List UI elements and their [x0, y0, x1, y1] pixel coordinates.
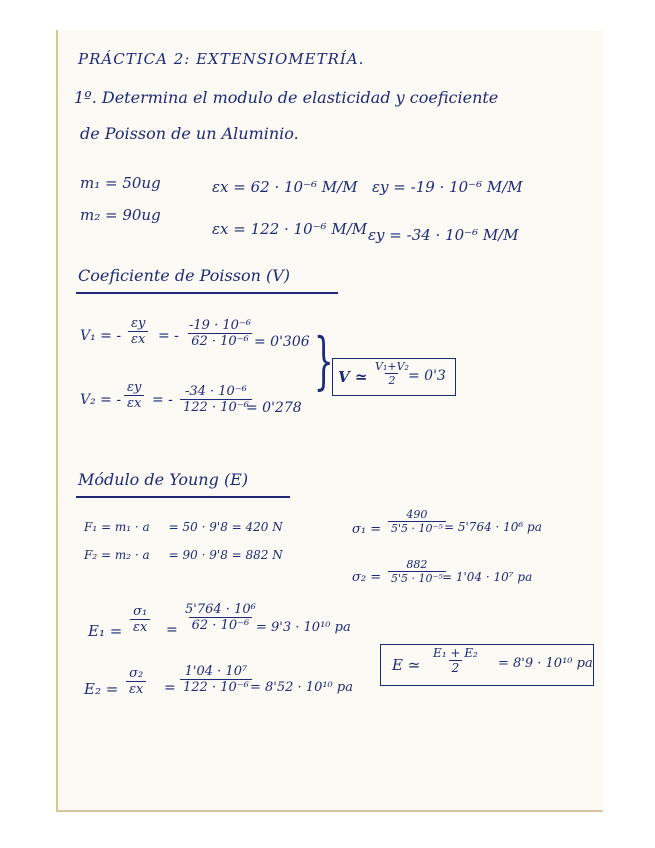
v-avg-fraction: [372, 360, 412, 387]
young-heading: Módulo de Young (E): [78, 470, 249, 489]
v-avg-lhs: V ≃: [338, 368, 368, 386]
e-avg-result: = 8'9 · 10¹⁰ pa: [498, 656, 593, 671]
e1-num: σ₁: [133, 604, 148, 619]
v2-fraction: [124, 380, 144, 411]
mass-1: m₁ = 50ug: [80, 174, 161, 192]
s2-num: 882: [406, 558, 428, 571]
v2-result: = 0'278: [246, 400, 302, 416]
v1-num-2: -19 · 10⁻⁶: [189, 318, 251, 333]
e1-fraction-2: [182, 602, 259, 633]
strain-x-1: εx = 62 · 10⁻⁶ M/M: [212, 178, 358, 196]
v1-lhs: V₁ = -: [80, 328, 122, 344]
force-2: F₂ = m₂ · a = 90 · 9'8 = 882 N: [84, 548, 283, 562]
force-1: F₁ = m₁ · a = 50 · 9'8 = 420 N: [84, 520, 283, 534]
page-title: PRÁCTICA 2: EXTENSIOMETRÍA.: [78, 50, 365, 68]
task-line-1: 1º. Determina el modulo de elasticidad y coeficiente: [74, 88, 499, 107]
v2-fraction-2: [180, 384, 252, 415]
strain-y-1: εy = -19 · 10⁻⁶ M/M: [372, 178, 523, 196]
v-avg-num: V₁+V₂: [375, 360, 409, 373]
e2-result: = 8'52 · 10¹⁰ pa: [250, 680, 353, 695]
v2-num-2: -34 · 10⁻⁶: [184, 384, 247, 399]
e1-lhs: E₁ =: [88, 622, 123, 640]
e2-fraction: [126, 666, 146, 697]
s1-num: 490: [406, 508, 428, 521]
v2-num: εy: [127, 380, 142, 395]
s2-result: = 1'04 · 10⁷ pa: [442, 570, 533, 584]
s1-den: 5'5 · 10⁻⁵: [388, 521, 446, 535]
poisson-heading-underline: [76, 292, 338, 294]
v1-den: εx: [128, 331, 148, 347]
v1-eq: = -: [158, 328, 179, 344]
e1-num-2: 5'764 · 10⁶: [185, 602, 256, 617]
poisson-heading: Coeficiente de Poisson (V): [78, 266, 290, 285]
e-avg-lhs: E ≃: [392, 656, 421, 674]
v2-lhs: V₂ = -: [80, 392, 122, 408]
v1-result: = 0'306: [254, 334, 310, 350]
v-avg-den: 2: [385, 373, 398, 387]
e2-den: εx: [126, 681, 146, 697]
e2-fraction-2: [180, 664, 252, 695]
s1-result: = 5'764 · 10⁶ pa: [444, 520, 542, 534]
e1-fraction: [130, 604, 150, 635]
e2-den-2: 122 · 10⁻⁶: [180, 679, 252, 695]
mass-2: m₂ = 90ug: [80, 206, 161, 224]
s2-fraction: [388, 558, 446, 585]
e2-lhs: E₂ =: [84, 680, 119, 698]
e1-den-2: 62 · 10⁻⁶: [189, 617, 253, 633]
e2-num-2: 1'04 · 10⁷: [184, 664, 248, 679]
s1-lhs: σ₁ =: [352, 522, 382, 537]
e1-eq: =: [166, 622, 178, 638]
s2-lhs: σ₂ =: [352, 570, 382, 585]
v1-den-2: 62 · 10⁻⁶: [188, 333, 252, 349]
e2-num: σ₂: [129, 666, 144, 681]
strain-y-2: εy = -34 · 10⁻⁶ M/M: [368, 226, 519, 244]
v1-fraction: [128, 316, 148, 347]
strain-x-2: εx = 122 · 10⁻⁶ M/M: [212, 220, 368, 238]
s2-den: 5'5 · 10⁻⁵: [388, 571, 446, 585]
v2-den-2: 122 · 10⁻⁶: [180, 399, 252, 415]
task-line-2: de Poisson de un Aluminio.: [80, 124, 299, 143]
young-heading-underline: [76, 496, 290, 498]
v-avg-result: = 0'3: [408, 368, 446, 384]
poisson-brace: }: [313, 324, 334, 397]
e-avg-den: 2: [449, 660, 463, 675]
v2-eq: = -: [152, 392, 173, 408]
e-avg-fraction: [430, 646, 481, 675]
e-avg-num: E₁ + E₂: [433, 646, 478, 660]
s1-fraction: [388, 508, 446, 535]
v1-fraction-2: [186, 318, 254, 349]
e2-eq: =: [164, 680, 176, 696]
v2-den: εx: [124, 395, 144, 411]
e1-result: = 9'3 · 10¹⁰ pa: [256, 620, 351, 635]
v1-num: εy: [131, 316, 146, 331]
e1-den: εx: [130, 619, 150, 635]
